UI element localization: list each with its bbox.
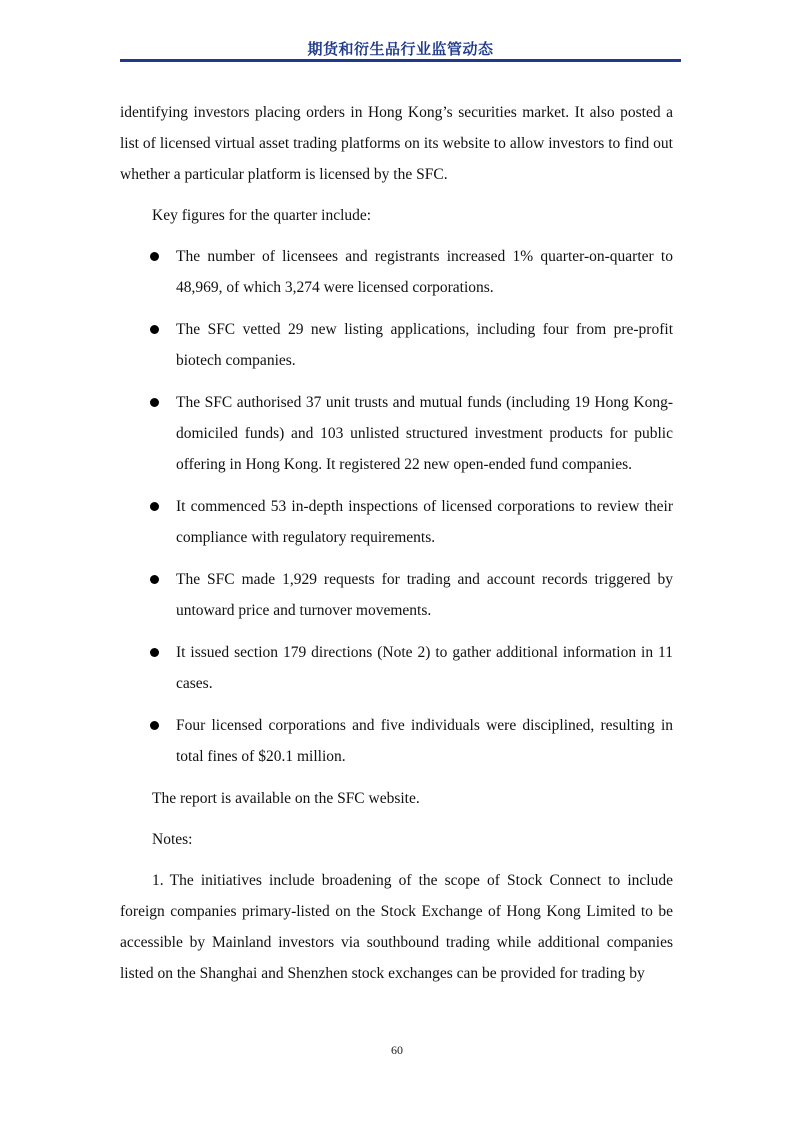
list-item: [120, 564, 673, 626]
list-item: [120, 491, 673, 553]
bullet-icon: [150, 502, 159, 511]
list-item: [120, 710, 673, 772]
list-item-text: It commenced 53 in-depth inspections of licensed corporations to review their compliance with regulatory requirements.: [176, 498, 673, 546]
bullet-icon: [150, 398, 159, 407]
list-item: [120, 314, 673, 376]
list-item-text: The number of licensees and registrants increased 1% quarter-on-quarter to 48,969, of which 3,274 were licensed corporations.: [176, 248, 673, 296]
running-header-title: 期货和衍生品行业监管动态: [307, 40, 494, 58]
list-item-text: It issued section 179 directions (Note 2) to gather additional information in 11 cases.: [176, 644, 673, 692]
page-number: 60: [391, 1043, 403, 1057]
bullet-icon: [150, 721, 159, 730]
list-item-text: The SFC authorised 37 unit trusts and mutual funds (including 19 Hong Kong-domiciled funds) and 103 unlisted structured investment products for public offering in Hong Kong. It registered 22 new open-ended fund companies.: [176, 394, 673, 473]
list-item: [120, 387, 673, 480]
note-text: The initiatives include broadening of the scope of Stock Connect to include foreign companies primary-listed on the Stock Exchange of Hong Kong Limited to be accessible by Mainland investors via southbound trading while additional companies listed on the Shanghai and Shenzhen stock exchanges can be provided for trading by: [120, 872, 673, 982]
key-figures-intro: Key figures for the quarter include:: [152, 207, 372, 224]
bullet-icon: [150, 575, 159, 584]
bullet-icon: [150, 252, 159, 261]
page-body: [120, 97, 673, 999]
key-figures-list: [120, 241, 673, 772]
header-divider: [120, 59, 681, 62]
bullet-icon: [150, 325, 159, 334]
intro-paragraph: identifying investors placing orders in Hong Kong’s securities market. It also posted a list of licensed virtual asset trading platforms on its website to allow investors to find out whether a particular platform is licensed by the SFC.: [120, 104, 673, 183]
bullet-icon: [150, 648, 159, 657]
report-availability-line: The report is available on the SFC website.: [152, 790, 420, 807]
list-item: [120, 241, 673, 303]
notes-heading: Notes:: [152, 831, 193, 848]
list-item-text: The SFC made 1,929 requests for trading and account records triggered by untoward price and turnover movements.: [176, 571, 673, 619]
note-1-paragraph: [120, 865, 673, 989]
list-item: [120, 637, 673, 699]
list-item-text: Four licensed corporations and five individuals were disciplined, resulting in total fines of $20.1 million.: [176, 717, 673, 765]
list-item-text: The SFC vetted 29 new listing applications, including four from pre-profit biotech companies.: [176, 321, 673, 369]
note-number: 1.: [152, 872, 164, 889]
